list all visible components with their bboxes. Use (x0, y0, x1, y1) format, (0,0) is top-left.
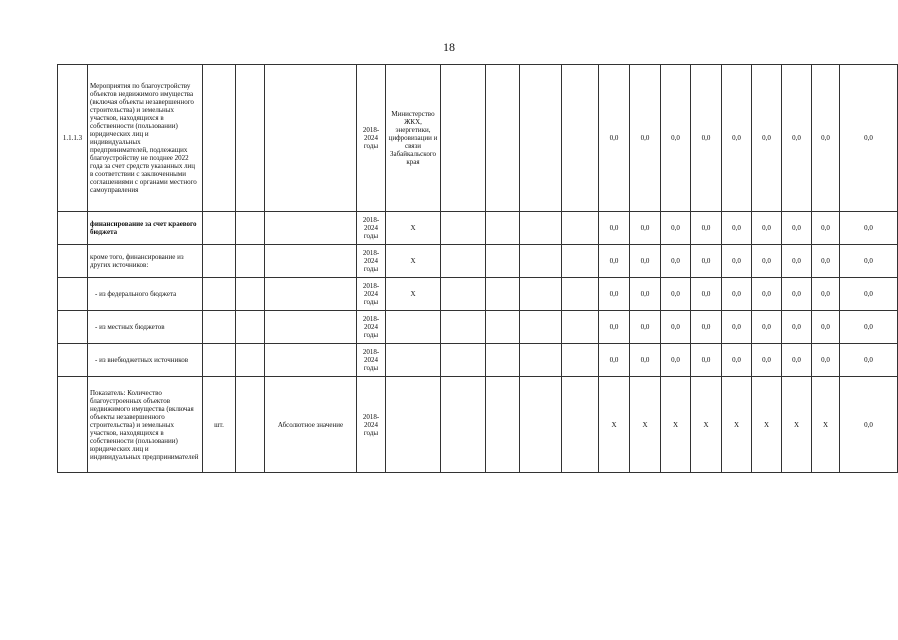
empty-cell (486, 344, 520, 377)
row-responsible: Министерство ЖКХ, энергетики, цифровизации и связи Забайкальского края (386, 65, 441, 212)
value-cell: 0,0 (661, 278, 691, 311)
empty-cell (486, 212, 520, 245)
total-cell: 0,0 (840, 311, 898, 344)
empty-cell (520, 278, 562, 311)
empty-cell (236, 377, 265, 473)
row-responsible: Х (386, 212, 441, 245)
value-cell: 0,0 (691, 65, 722, 212)
value-cell: 0,0 (599, 311, 630, 344)
empty-cell (562, 311, 599, 344)
value-cell: Х (812, 377, 840, 473)
value-cell: 0,0 (599, 344, 630, 377)
row-description: кроме того, финансирование из других источников: (88, 245, 203, 278)
value-cell: Х (691, 377, 722, 473)
value-cell: 0,0 (752, 311, 782, 344)
total-cell: 0,0 (840, 344, 898, 377)
value-cell: 0,0 (630, 344, 661, 377)
value-cell: 0,0 (722, 344, 752, 377)
table-row (58, 377, 898, 473)
value-cell: 0,0 (691, 212, 722, 245)
empty-cell (562, 245, 599, 278)
empty-cell (441, 245, 486, 278)
row-responsible (386, 344, 441, 377)
value-cell: 0,0 (782, 212, 812, 245)
table-row (58, 311, 898, 344)
empty-cell (520, 344, 562, 377)
empty-cell (441, 65, 486, 212)
empty-cell (562, 278, 599, 311)
row-description: Мероприятия по благоустройству объектов недвижимого имущества (включая объекты незавершенного строительства) и земельных участков, находящихся в собственности (пользовании) юридических лиц и индивидуальных предпринимателей, подлежащих благоустройству не позднее 2022 года за счет средств указанных лиц в соответствии с заключенными соглашениями с органами местного самоуправления (88, 65, 203, 212)
value-cell: 0,0 (722, 278, 752, 311)
empty-cell (441, 212, 486, 245)
row-number (58, 344, 88, 377)
empty-cell (236, 65, 265, 212)
row-description: - из федерального бюджета (88, 278, 203, 311)
empty-cell (562, 212, 599, 245)
empty-cell (520, 212, 562, 245)
row-number (58, 212, 88, 245)
row-unit: шт. (203, 377, 236, 473)
value-cell: Х (630, 377, 661, 473)
value-cell: 0,0 (782, 344, 812, 377)
row-number: 1.1.1.3 (58, 65, 88, 212)
page-number: 18 (443, 40, 455, 54)
row-years: 2018-2024 годы (357, 377, 386, 473)
value-cell: 0,0 (661, 212, 691, 245)
row-number (58, 311, 88, 344)
value-cell: Х (782, 377, 812, 473)
value-cell: 0,0 (691, 245, 722, 278)
value-cell: 0,0 (661, 344, 691, 377)
value-cell: 0,0 (630, 65, 661, 212)
table-row (58, 344, 898, 377)
empty-cell (520, 311, 562, 344)
row-description: - из внебюджетных источников (88, 344, 203, 377)
row-description: Показатель: Количество благоустроенных объектов недвижимого имущества (включая объекты незавершенного строительства) и земельных участков, находящихся в собственности (пользовании) юридических лиц и индивидуальных предпринимателей (88, 377, 203, 473)
value-cell: 0,0 (630, 212, 661, 245)
row-number (58, 278, 88, 311)
row-unit (203, 311, 236, 344)
value-cell: 0,0 (752, 344, 782, 377)
value-cell: 0,0 (782, 311, 812, 344)
row-indicator-type: Абсолютное значение (265, 377, 357, 473)
empty-cell (236, 344, 265, 377)
value-cell: 0,0 (661, 311, 691, 344)
empty-cell (520, 65, 562, 212)
empty-cell (486, 65, 520, 212)
row-unit (203, 278, 236, 311)
row-indicator-type (265, 212, 357, 245)
empty-cell (441, 278, 486, 311)
value-cell: Х (599, 377, 630, 473)
empty-cell (441, 377, 486, 473)
value-cell: 0,0 (752, 212, 782, 245)
value-cell: 0,0 (752, 278, 782, 311)
value-cell: 0,0 (722, 65, 752, 212)
total-cell: 0,0 (840, 377, 898, 473)
value-cell: 0,0 (599, 278, 630, 311)
row-indicator-type (265, 311, 357, 344)
empty-cell (562, 344, 599, 377)
total-cell: 0,0 (840, 245, 898, 278)
row-indicator-type (265, 65, 357, 212)
row-indicator-type (265, 245, 357, 278)
row-years: 2018-2024 годы (357, 311, 386, 344)
table-body (58, 65, 898, 473)
empty-cell (486, 245, 520, 278)
row-years: 2018-2024 годы (357, 65, 386, 212)
row-unit (203, 245, 236, 278)
value-cell: 0,0 (782, 245, 812, 278)
row-responsible (386, 311, 441, 344)
empty-cell (486, 278, 520, 311)
value-cell: 0,0 (630, 311, 661, 344)
value-cell: 0,0 (812, 344, 840, 377)
total-cell: 0,0 (840, 65, 898, 212)
row-indicator-type (265, 278, 357, 311)
empty-cell (236, 278, 265, 311)
value-cell: 0,0 (722, 212, 752, 245)
value-cell: 0,0 (722, 245, 752, 278)
empty-cell (562, 65, 599, 212)
value-cell: 0,0 (812, 311, 840, 344)
value-cell: 0,0 (812, 65, 840, 212)
value-cell: 0,0 (691, 278, 722, 311)
value-cell: 0,0 (691, 311, 722, 344)
row-responsible: Х (386, 245, 441, 278)
table-row (58, 212, 898, 245)
row-number (58, 377, 88, 473)
value-cell: 0,0 (599, 245, 630, 278)
table-row (58, 245, 898, 278)
empty-cell (562, 377, 599, 473)
empty-cell (236, 245, 265, 278)
row-years: 2018-2024 годы (357, 344, 386, 377)
empty-cell (236, 311, 265, 344)
program-table (57, 64, 898, 473)
row-years: 2018-2024 годы (357, 245, 386, 278)
empty-cell (520, 245, 562, 278)
empty-cell (520, 377, 562, 473)
row-years: 2018-2024 годы (357, 278, 386, 311)
value-cell: Х (722, 377, 752, 473)
value-cell: 0,0 (599, 212, 630, 245)
row-indicator-type (265, 344, 357, 377)
value-cell: 0,0 (661, 245, 691, 278)
value-cell: 0,0 (722, 311, 752, 344)
value-cell: 0,0 (782, 278, 812, 311)
value-cell: 0,0 (812, 245, 840, 278)
empty-cell (441, 311, 486, 344)
row-years: 2018-2024 годы (357, 212, 386, 245)
row-unit (203, 212, 236, 245)
row-responsible (386, 377, 441, 473)
value-cell: 0,0 (752, 245, 782, 278)
row-number (58, 245, 88, 278)
empty-cell (486, 377, 520, 473)
value-cell: Х (752, 377, 782, 473)
row-unit (203, 344, 236, 377)
value-cell: 0,0 (599, 65, 630, 212)
table-row (58, 65, 898, 212)
value-cell: 0,0 (691, 344, 722, 377)
row-unit (203, 65, 236, 212)
empty-cell (236, 212, 265, 245)
value-cell: Х (661, 377, 691, 473)
value-cell: 0,0 (630, 245, 661, 278)
value-cell: 0,0 (661, 65, 691, 212)
total-cell: 0,0 (840, 212, 898, 245)
value-cell: 0,0 (812, 212, 840, 245)
row-description: - из местных бюджетов (88, 311, 203, 344)
value-cell: 0,0 (630, 278, 661, 311)
value-cell: 0,0 (782, 65, 812, 212)
empty-cell (441, 344, 486, 377)
row-description: финансирование за счет краевого бюджета (88, 212, 203, 245)
empty-cell (486, 311, 520, 344)
table-row (58, 278, 898, 311)
row-responsible: Х (386, 278, 441, 311)
total-cell: 0,0 (840, 278, 898, 311)
value-cell: 0,0 (752, 65, 782, 212)
value-cell: 0,0 (812, 278, 840, 311)
